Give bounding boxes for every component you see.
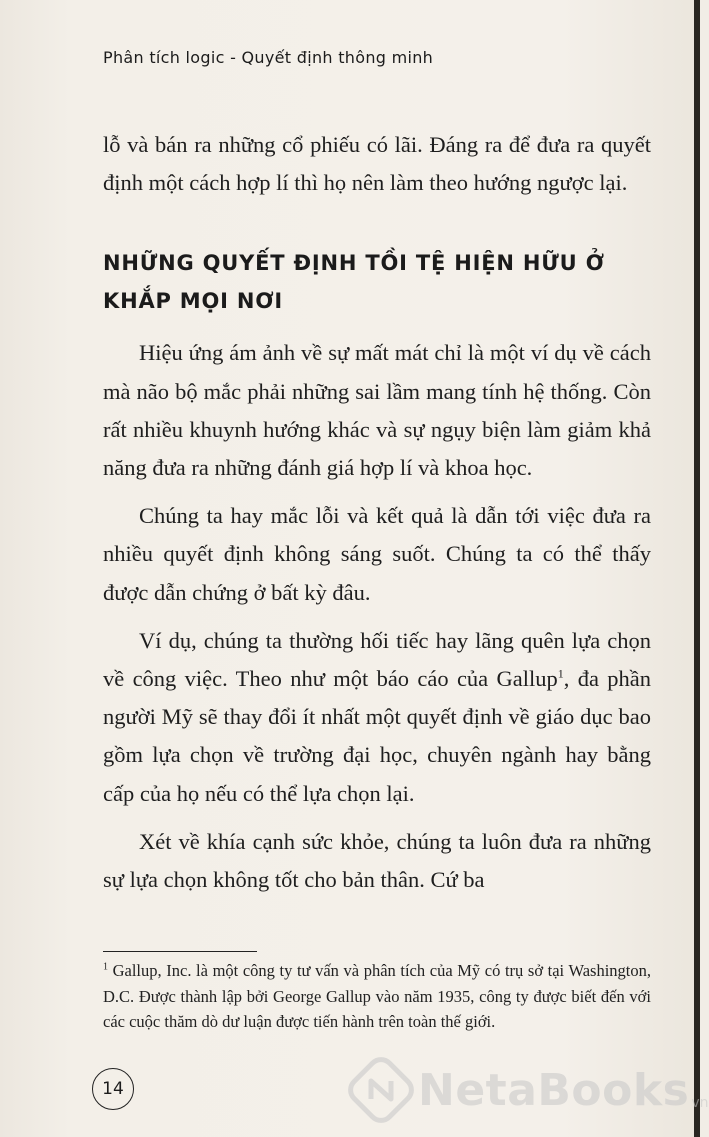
section-heading: NHỮNG QUYẾT ĐỊNH TỒI TỆ HIỆN HỮU Ở KHẮP MỌI NƠI	[103, 251, 605, 314]
footnote-divider	[103, 951, 257, 952]
footnote	[103, 958, 651, 1035]
running-head: Phân tích logic - Quyết định thông minh	[103, 48, 434, 67]
paragraph-health: Xét về khía cạnh sức khỏe, chúng ta luôn đưa ra những sự lựa chọn không tốt cho bản thân. Cứ ba	[103, 828, 651, 893]
paragraph-mistakes: Chúng ta hay mắc lỗi và kết quả là dẫn tới việc đưa ra nhiều quyết định không sáng suốt. Chúng ta có thể thấy được dẫn chứng ở bất kỳ đâu.	[103, 503, 651, 605]
paragraph-bias: Hiệu ứng ám ảnh về sự mất mát chỉ là một ví dụ về cách mà não bộ mắc phải những sai lầm mang tính hệ thống. Còn rất nhiều khuynh hướng khác và sự ngụy biện làm giảm khả năng đưa ra những đánh giá hợp lí và khoa học.	[103, 340, 651, 481]
netabooks-logo-icon	[350, 1059, 412, 1121]
watermark-brand: NetaBooks	[418, 1064, 690, 1116]
watermark	[350, 1055, 709, 1125]
footnote-mark: 1	[103, 961, 108, 973]
gallup-text-after: , đa phần người Mỹ sẽ thay đổi ít nhất một quyết định về giáo dục bao gồm lựa chọn về trường đại học, chuyên ngành hay bằng cấp của họ nếu có thể lựa chọn lại.	[103, 666, 651, 806]
page-number: 14	[92, 1068, 134, 1110]
watermark-suffix: vn	[691, 1095, 709, 1111]
page-edge-shadow	[694, 0, 700, 1137]
gallup-text-before: Ví dụ, chúng ta thường hối tiếc hay lãng quên lựa chọn về công việc. Theo như một báo cáo của Gallup	[103, 627, 651, 692]
intro-paragraph: lỗ và bán ra những cổ phiếu có lãi. Đáng ra để đưa ra quyết định một cách hợp lí thì họ nên làm theo hướng ngược lại.	[103, 132, 651, 196]
body-text	[103, 126, 651, 899]
footnote-text: Gallup, Inc. là một công ty tư vấn và phân tích của Mỹ có trụ sở tại Washington, D.C. Được thành lập bởi George Gallup vào năm 1935, công ty được biết đến với các cuộc thăm dò dư luận được tiến hành trên toàn thế giới.	[103, 961, 651, 1031]
footnote-reference: 1	[557, 666, 564, 681]
paragraph-gallup	[103, 622, 651, 813]
